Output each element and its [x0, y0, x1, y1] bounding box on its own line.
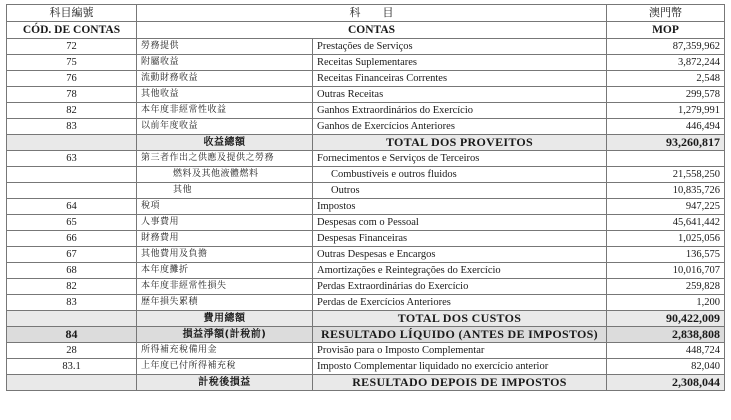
amount: 947,225 [607, 199, 725, 215]
account-code [7, 311, 137, 327]
amount: 87,359,962 [607, 39, 725, 55]
account-name-pt: Ganhos de Exercícios Anteriores [313, 119, 607, 135]
account-name-pt: Imposto Complementar liquidado no exercício anterior [313, 359, 607, 375]
amount: 2,838,808 [607, 327, 725, 343]
table-row [7, 295, 725, 311]
amount: 45,641,442 [607, 215, 725, 231]
header-currency-zh: 澳門幣 [607, 5, 725, 22]
amount: 82,040 [607, 359, 725, 375]
account-code: 68 [7, 263, 137, 279]
account-name-zh: 本年度攤折 [137, 263, 313, 279]
header-accounts-pt: CONTAS [137, 22, 607, 39]
account-name-pt: RESULTADO LÍQUIDO (ANTES DE IMPOSTOS) [313, 327, 607, 343]
account-code: 76 [7, 71, 137, 87]
account-name-pt: Prestações de Serviços [313, 39, 607, 55]
account-code: 82 [7, 103, 137, 119]
account-code: 75 [7, 55, 137, 71]
account-name-pt: Receitas Financeiras Correntes [313, 71, 607, 87]
account-name-zh: 流動財務收益 [137, 71, 313, 87]
amount: 10,835,726 [607, 183, 725, 199]
account-name-pt: RESULTADO DEPOIS DE IMPOSTOS [313, 375, 607, 391]
table-row [7, 55, 725, 71]
amount: 448,724 [607, 343, 725, 359]
account-name-pt: Outras Receitas [313, 87, 607, 103]
amount: 93,260,817 [607, 135, 725, 151]
account-code: 83.1 [7, 359, 137, 375]
account-name-zh: 所得補充稅備用金 [137, 343, 313, 359]
account-name-zh: 燃料及其他液體燃料 [137, 167, 313, 183]
table-row [7, 247, 725, 263]
table-row [7, 71, 725, 87]
amount: 136,575 [607, 247, 725, 263]
total-row-proveitos [7, 135, 725, 151]
account-name-zh: 其他收益 [137, 87, 313, 103]
account-code: 67 [7, 247, 137, 263]
account-name-pt: Amortizações e Reintegrações do Exercício [313, 263, 607, 279]
account-name-pt: Perdas Extraordinárias do Exercício [313, 279, 607, 295]
account-name-zh: 本年度非經常性損失 [137, 279, 313, 295]
account-name-zh: 其他費用及負擔 [137, 247, 313, 263]
amount: 299,578 [607, 87, 725, 103]
account-name-pt: Outras Despesas e Encargos [313, 247, 607, 263]
account-code [7, 167, 137, 183]
amount: 3,872,244 [607, 55, 725, 71]
account-name-zh: 以前年度收益 [137, 119, 313, 135]
amount: 446,494 [607, 119, 725, 135]
table-row [7, 231, 725, 247]
account-name-pt: Impostos [313, 199, 607, 215]
amount: 2,308,044 [607, 375, 725, 391]
accounts-table [6, 4, 725, 391]
account-name-zh: 上年度已付所得補充稅 [137, 359, 313, 375]
financial-statement [6, 4, 724, 391]
account-name-zh: 勞務提供 [137, 39, 313, 55]
account-code: 83 [7, 119, 137, 135]
table-row [7, 343, 725, 359]
amount: 1,025,056 [607, 231, 725, 247]
account-name-pt: Combustíveis e outros fluidos [313, 167, 607, 183]
account-name-zh: 稅項 [137, 199, 313, 215]
account-name-zh: 財務費用 [137, 231, 313, 247]
table-row [7, 279, 725, 295]
account-name-zh: 損益淨額(計稅前) [137, 327, 313, 343]
account-name-pt: TOTAL DOS CUSTOS [313, 311, 607, 327]
header-code-zh: 科目編號 [7, 5, 137, 22]
account-name-zh: 第三者作出之供應及提供之勞務 [137, 151, 313, 167]
account-code [7, 135, 137, 151]
amount: 90,422,009 [607, 311, 725, 327]
table-row [7, 39, 725, 55]
account-code [7, 183, 137, 199]
account-name-pt: Fornecimentos e Serviços de Terceiros [313, 151, 607, 167]
account-code: 28 [7, 343, 137, 359]
table-row [7, 103, 725, 119]
total-row-custos [7, 311, 725, 327]
account-code [7, 375, 137, 391]
account-name-zh: 計稅後損益 [137, 375, 313, 391]
amount: 2,548 [607, 71, 725, 87]
table-row [7, 183, 725, 199]
amount: 1,200 [607, 295, 725, 311]
account-name-pt: Despesas com o Pessoal [313, 215, 607, 231]
account-code: 65 [7, 215, 137, 231]
total-row-resultado-depois [7, 375, 725, 391]
amount [607, 151, 725, 167]
account-name-pt: Ganhos Extraordinários do Exercício [313, 103, 607, 119]
amount: 21,558,250 [607, 167, 725, 183]
account-name-pt: Despesas Financeiras [313, 231, 607, 247]
table-row [7, 167, 725, 183]
account-name-zh: 費用總額 [137, 311, 313, 327]
table-row [7, 151, 725, 167]
account-code: 83 [7, 295, 137, 311]
account-name-pt: Perdas de Exercícios Anteriores [313, 295, 607, 311]
account-name-pt: TOTAL DOS PROVEITOS [313, 135, 607, 151]
header-currency-pt: MOP [607, 22, 725, 39]
account-name-pt: Outros [313, 183, 607, 199]
account-name-zh: 附屬收益 [137, 55, 313, 71]
account-name-pt: Provisão para o Imposto Complementar [313, 343, 607, 359]
account-code: 64 [7, 199, 137, 215]
table-row [7, 87, 725, 103]
table-row [7, 215, 725, 231]
account-name-zh: 人事費用 [137, 215, 313, 231]
header-row-portuguese [7, 22, 725, 39]
table-row [7, 119, 725, 135]
header-accounts-zh: 科 目 [137, 5, 607, 22]
table-row [7, 263, 725, 279]
header-row-chinese [7, 5, 725, 22]
account-name-zh: 收益總額 [137, 135, 313, 151]
header-code-pt: CÓD. DE CONTAS [7, 22, 137, 39]
account-name-pt: Receitas Suplementares [313, 55, 607, 71]
table-row [7, 359, 725, 375]
amount: 259,828 [607, 279, 725, 295]
total-row-resultado-liquido [7, 327, 725, 343]
account-code: 82 [7, 279, 137, 295]
account-name-zh: 其他 [137, 183, 313, 199]
amount: 10,016,707 [607, 263, 725, 279]
account-code: 63 [7, 151, 137, 167]
account-code: 84 [7, 327, 137, 343]
account-code: 66 [7, 231, 137, 247]
account-name-zh: 歷年損失累積 [137, 295, 313, 311]
table-row [7, 199, 725, 215]
account-code: 78 [7, 87, 137, 103]
amount: 1,279,991 [607, 103, 725, 119]
account-name-zh: 本年度非經常性收益 [137, 103, 313, 119]
account-code: 72 [7, 39, 137, 55]
